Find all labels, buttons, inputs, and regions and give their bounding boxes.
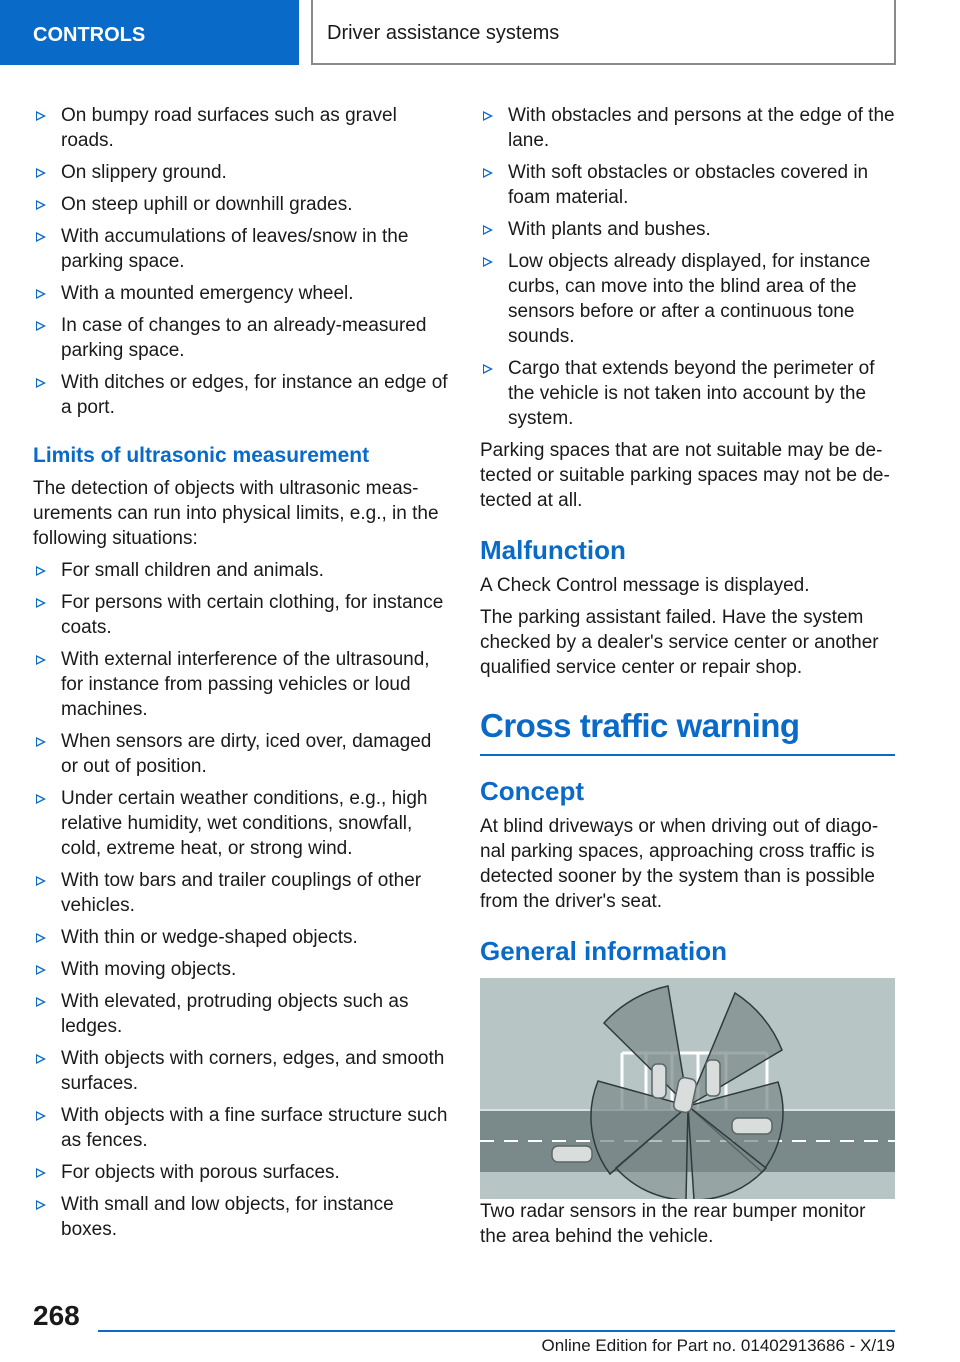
bullet-triangle-icon — [36, 1168, 46, 1178]
list-item: In case of changes to an already-measured parking space. — [33, 313, 448, 363]
parking-note: Parking spaces that are not suitable may be de-tected or suitable parking spaces may not be de-tected at all. — [480, 440, 890, 511]
bullet-triangle-icon — [36, 232, 46, 242]
bullet-triangle-icon — [483, 225, 493, 235]
header-chapter-box — [311, 0, 896, 65]
list-item: With tow bars and trailer couplings of other vehicles. — [33, 868, 448, 918]
bullet-triangle-icon — [36, 289, 46, 299]
bullet-triangle-icon — [483, 168, 493, 178]
concept-heading: Concept — [480, 776, 584, 806]
header-section-label: CONTROLS — [33, 23, 146, 46]
bullet-triangle-icon — [36, 1200, 46, 1210]
bullet-triangle-icon — [36, 737, 46, 747]
list-item: Under certain weather conditions, e.g., high relative humidity, wet conditions, snowfall, cold, extreme heat, or strong wind. — [33, 786, 448, 861]
list-item: With objects with a fine surface structure such as fences. — [33, 1103, 448, 1153]
bullet-triangle-icon — [36, 111, 46, 121]
page-number: 268 — [33, 1300, 80, 1331]
list-item: On bumpy road surfaces such as gravel roads. — [33, 103, 448, 153]
malfunction-text-1: A Check Control message is displayed. — [480, 575, 810, 596]
bullet-triangle-icon — [36, 655, 46, 665]
bullet-triangle-icon — [36, 200, 46, 210]
bullet-list-obstacles — [480, 103, 895, 431]
bullet-triangle-icon — [36, 566, 46, 576]
ultrasonic-intro: The detection of objects with ultrasonic meas-urements can run into physical limits, e.g., in the following situations: — [33, 478, 439, 549]
bullet-triangle-icon — [36, 168, 46, 178]
bullet-triangle-icon — [36, 933, 46, 943]
bullet-triangle-icon — [36, 1054, 46, 1064]
list-item: On steep uphill or downhill grades. — [33, 192, 448, 217]
list-item: Cargo that extends beyond the perimeter of the vehicle is not taken into account by the system. — [480, 356, 895, 431]
bullet-triangle-icon — [36, 876, 46, 886]
bullet-triangle-icon — [36, 997, 46, 1007]
footer-divider — [98, 1330, 895, 1332]
ultrasonic-heading: Limits of ultrasonic measurement — [33, 444, 370, 467]
concept-text: At blind driveways or when driving out of diago-nal parking spaces, approaching cross traffic is detected sooner by the system than is possible from the driver's seat. — [480, 816, 879, 912]
list-item: With a mounted emergency wheel. — [33, 281, 448, 306]
list-item: With objects with corners, edges, and smooth surfaces. — [33, 1046, 448, 1096]
header-section-tab — [0, 0, 299, 65]
right-column — [480, 103, 895, 1256]
bullet-triangle-icon — [483, 111, 493, 121]
cross-traffic-illustration — [480, 978, 895, 1199]
bullet-triangle-icon — [36, 1111, 46, 1121]
list-item: With small and low objects, for instance boxes. — [33, 1192, 448, 1242]
list-item: Low objects already displayed, for instance curbs, can move into the blind area of the sensors before or after a continuous tone sounds. — [480, 249, 895, 349]
malfunction-heading: Malfunction — [480, 535, 626, 565]
list-item: With accumulations of leaves/snow in the parking space. — [33, 224, 448, 274]
bullet-triangle-icon — [36, 378, 46, 388]
figure-caption: Two radar sensors in the rear bumper monitor the area behind the vehicle. — [480, 1201, 866, 1247]
footer-edition: Online Edition for Part no. 01402913686 - X/19 — [541, 1336, 895, 1355]
list-item: For persons with certain clothing, for instance coats. — [33, 590, 448, 640]
bullet-triangle-icon — [483, 257, 493, 267]
general-info-heading: General information — [480, 936, 728, 966]
list-item: With plants and bushes. — [480, 217, 895, 242]
list-item: With soft obstacles or obstacles covered in foam material. — [480, 160, 895, 210]
list-item: With ditches or edges, for instance an edge of a port. — [33, 370, 448, 420]
malfunction-text-2: The parking assistant failed. Have the system checked by a dealer's service center or another qualified service center or repair shop. — [480, 607, 879, 678]
bullet-triangle-icon — [36, 598, 46, 608]
list-item: For small children and animals. — [33, 558, 448, 583]
list-item: With thin or wedge-shaped objects. — [33, 925, 448, 950]
list-item: With moving objects. — [33, 957, 448, 982]
bullet-list-conditions — [33, 103, 448, 420]
bullet-list-ultrasonic — [33, 558, 448, 1242]
list-item: With external interference of the ultrasound, for instance from passing vehicles or loud machines. — [33, 647, 448, 722]
header-chapter-label: Driver assistance systems — [327, 22, 560, 44]
bullet-triangle-icon — [483, 364, 493, 374]
list-item: For objects with porous surfaces. — [33, 1160, 448, 1185]
left-column — [33, 103, 448, 1249]
bullet-triangle-icon — [36, 321, 46, 331]
list-item: On slippery ground. — [33, 160, 448, 185]
list-item: With obstacles and persons at the edge of the lane. — [480, 103, 895, 153]
list-item: When sensors are dirty, iced over, damaged or out of position. — [33, 729, 448, 779]
bullet-triangle-icon — [36, 965, 46, 975]
cross-traffic-heading: Cross traffic warning — [480, 704, 895, 756]
list-item: With elevated, protruding objects such as ledges. — [33, 989, 448, 1039]
bullet-triangle-icon — [36, 794, 46, 804]
